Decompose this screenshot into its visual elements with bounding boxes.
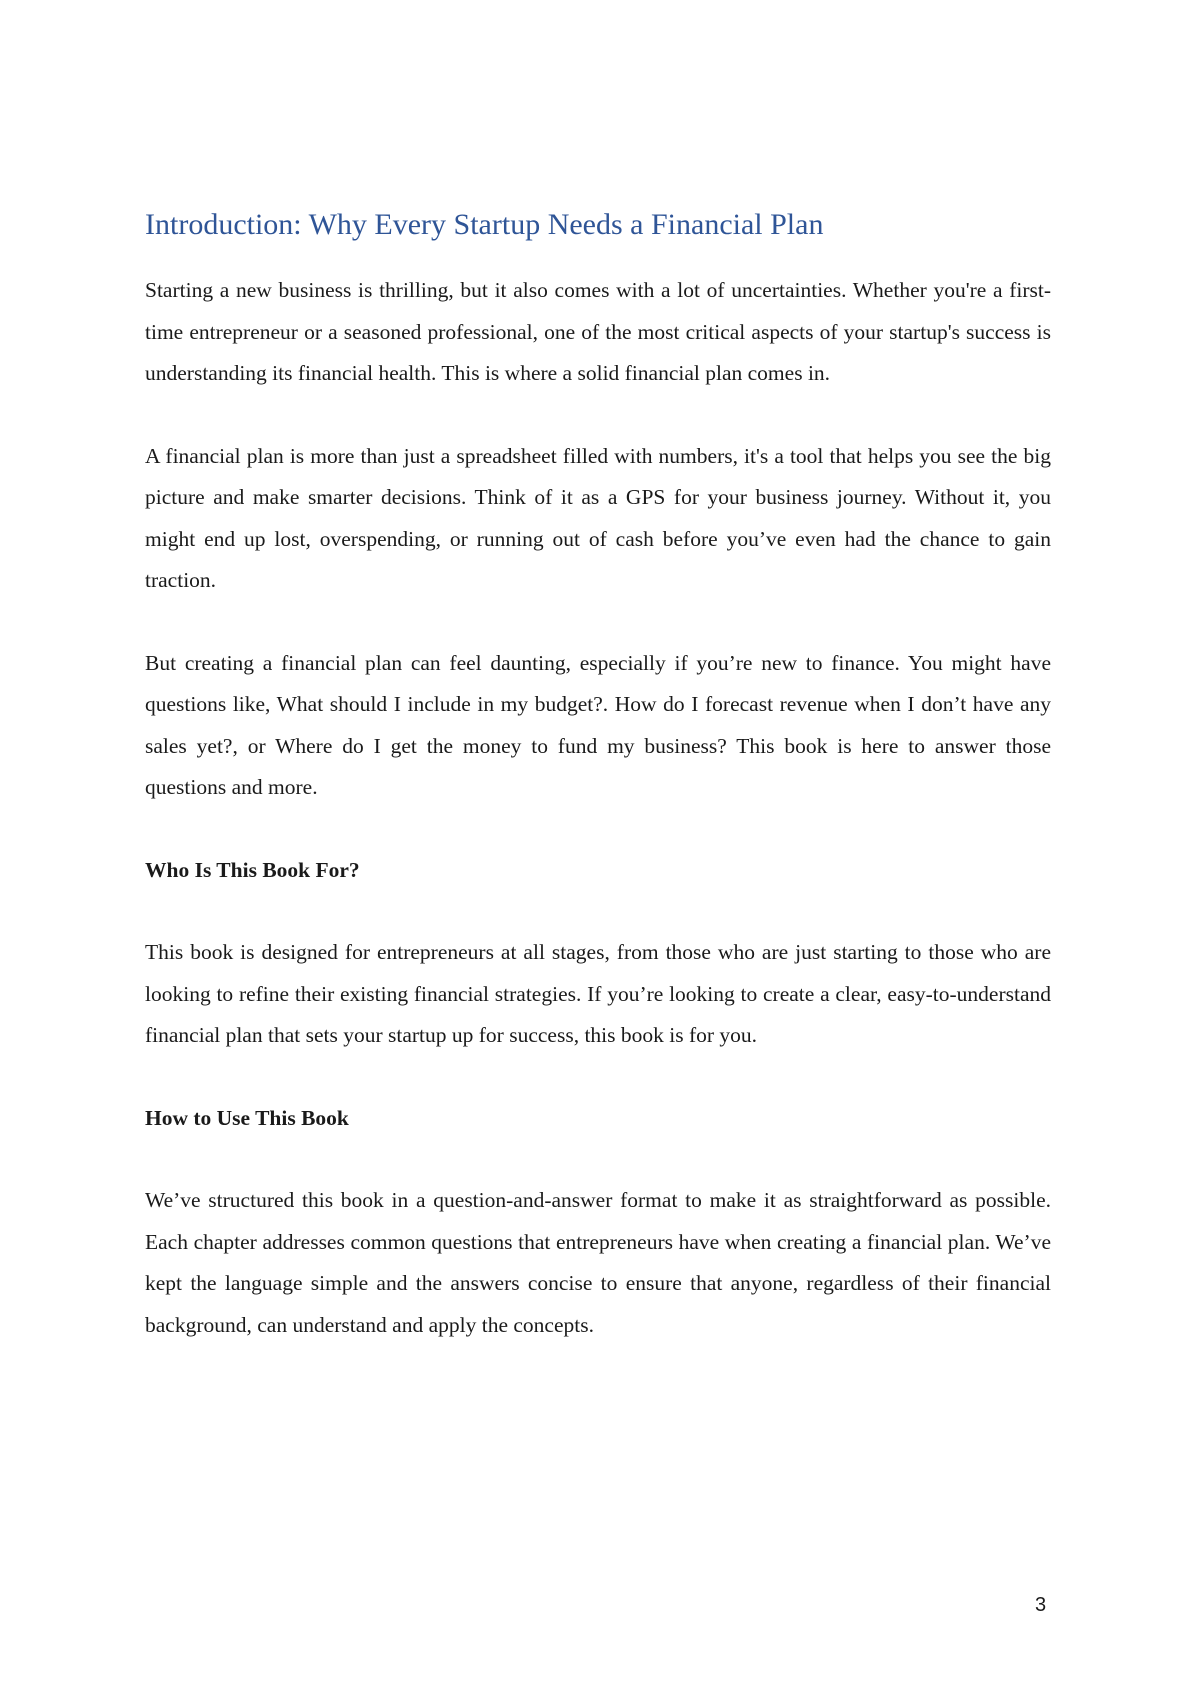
section-paragraph-who-is-this-book-for: This book is designed for entrepreneurs at all stages, from those who are just starting to those who are looking to refine their existing financial strategies. If you’re looking to create a clear, easy-to-understand financial plan that sets your startup up for success, this book is for you. <box>145 940 1051 1047</box>
chapter-title: Introduction: Why Every Startup Needs a Financial Plan <box>145 208 824 241</box>
page-number: 3 <box>1035 1594 1047 1616</box>
intro-paragraph-3: But creating a financial plan can feel daunting, especially if you’re new to finance. You might have questions like, What should I include in my budget?. How do I forecast revenue when I don’t have any sales yet?, or Where do I get the money to fund my business? This book is here to answer those questions and more. <box>145 650 1051 799</box>
section-paragraph-how-to-use-this-book: We’ve structured this book in a question-and-answer format to make it as straightforward as possible. Each chapter addresses common questions that entrepreneurs have when creating a financial plan. We’ve kept the language simple and the answers concise to ensure that anyone, regardless of their financial background, can understand and apply the concepts. <box>145 1188 1051 1337</box>
section-heading-how-to-use-this-book: How to Use This Book <box>145 1105 349 1130</box>
page-content <box>145 205 1051 1387</box>
intro-paragraph-1: Starting a new business is thrilling, but it also comes with a lot of uncertainties. Whether you're a first-time entrepreneur or a seasoned professional, one of the most critical aspects of your startup's success is understanding its financial health. This is where a solid financial plan comes in. <box>145 278 1051 385</box>
section-heading-who-is-this-book-for: Who Is This Book For? <box>145 857 360 882</box>
intro-paragraph-2: A financial plan is more than just a spreadsheet filled with numbers, it's a tool that helps you see the big picture and make smarter decisions. Think of it as a GPS for your business journey. Without it, you might end up lost, overspending, or running out of cash before you’ve even had the chance to gain traction. <box>145 443 1051 592</box>
